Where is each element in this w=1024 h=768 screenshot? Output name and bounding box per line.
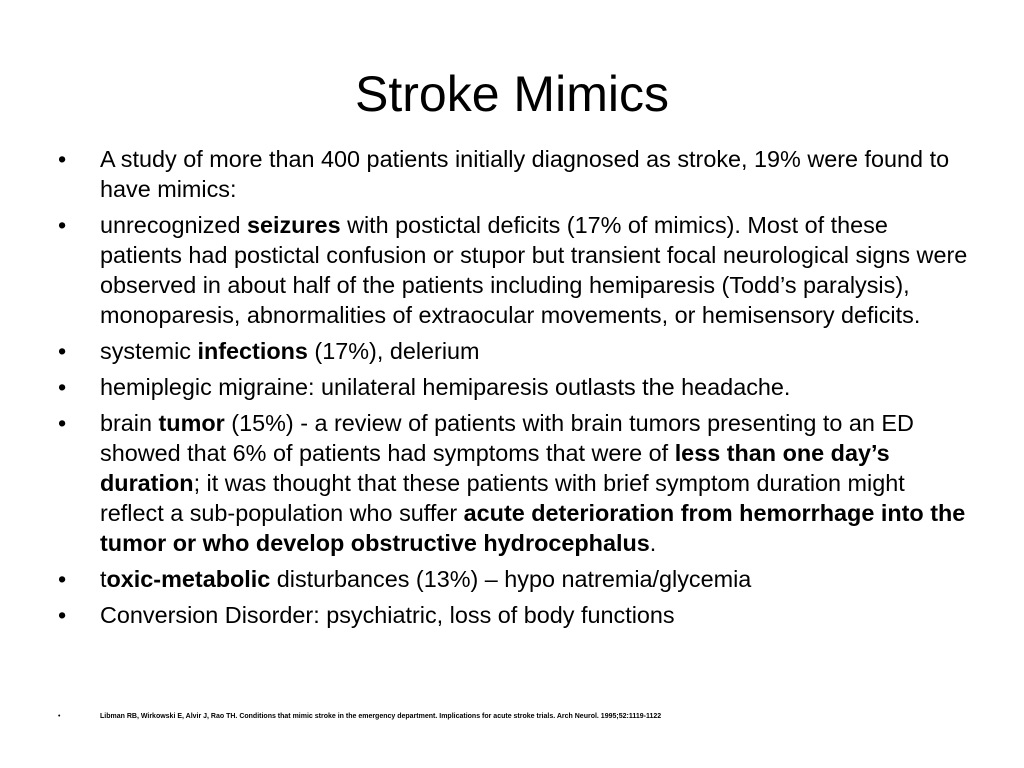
text-segment: with postictal deficits (17% of mimics). Most of these patients had postictal confusion or stupor but transient focal neurological signs were observed in about half of the patients including hemiparesis (Todd’s paralysis), monoparesis, abnormalities of extraocular movements, or hemisensory deficits. bbox=[100, 212, 968, 328]
text-segment: disturbances (13%) – hypo natremia/glycemia bbox=[270, 566, 752, 592]
bullet-marker: • bbox=[58, 566, 67, 592]
bullet-text bbox=[100, 566, 751, 592]
slide-title: Stroke Mimics bbox=[355, 66, 669, 122]
reference-citation bbox=[58, 712, 1010, 722]
bullet-marker: • bbox=[58, 713, 61, 720]
bullet-item bbox=[58, 372, 968, 402]
text-segment: hemiplegic migraine: unilateral hemiparesis outlasts the headache. bbox=[100, 374, 791, 400]
text-segment: t bbox=[100, 566, 107, 592]
bullet-item bbox=[58, 336, 968, 366]
bullet-marker: • bbox=[58, 374, 67, 400]
text-segment: . bbox=[649, 530, 657, 556]
bullet-text bbox=[100, 146, 949, 202]
emphasized-text: seizures bbox=[246, 212, 341, 238]
bullet-text bbox=[100, 212, 967, 328]
emphasized-text: acute deterioration from hemorrhage into the tumor or who develop obstructive hydrocephalus bbox=[100, 500, 966, 556]
bullet-list bbox=[58, 144, 968, 636]
bullet-item bbox=[58, 564, 968, 594]
bullet-marker: • bbox=[58, 338, 67, 364]
bullet-item bbox=[58, 210, 968, 330]
bullet-item bbox=[58, 408, 968, 558]
reference-text: Libman RB, Wirkowski E, Alvir J, Rao TH. Conditions that mimic stroke in the emergency department. Implications for acute stroke trials. Arch Neurol. 1995;52:1119-1122 bbox=[100, 713, 662, 720]
bullet-text bbox=[100, 602, 675, 628]
text-segment: unrecognized bbox=[100, 212, 247, 238]
emphasized-text: tumor bbox=[158, 410, 225, 436]
bullet-marker: • bbox=[58, 146, 67, 172]
emphasized-text: infections bbox=[197, 338, 308, 364]
text-segment: (17%), delerium bbox=[307, 338, 480, 364]
bullet-item bbox=[58, 144, 968, 204]
text-segment: ; it was thought that these patients with brief symptom duration might reflect a sub-population who suffer bbox=[100, 470, 905, 526]
bullet-text bbox=[100, 338, 480, 364]
bullet-item bbox=[58, 600, 968, 630]
bullet-marker: • bbox=[58, 212, 67, 238]
text-segment: systemic bbox=[100, 338, 198, 364]
text-segment: brain bbox=[100, 410, 159, 436]
emphasized-text: less than one day’s duration bbox=[100, 440, 890, 496]
bullet-marker: • bbox=[58, 602, 67, 628]
emphasized-text: oxic-metabolic bbox=[106, 566, 271, 592]
text-segment: A study of more than 400 patients initially diagnosed as stroke, 19% were found to have mimics: bbox=[100, 146, 950, 202]
bullet-marker: • bbox=[58, 410, 67, 436]
bullet-text bbox=[100, 410, 965, 556]
text-segment: (15%) - a review of patients with brain tumors presenting to an ED showed that 6% of patients had symptoms that were of bbox=[100, 410, 914, 466]
text-segment: Conversion Disorder: psychiatric, loss of body functions bbox=[100, 602, 675, 628]
bullet-text bbox=[100, 374, 790, 400]
